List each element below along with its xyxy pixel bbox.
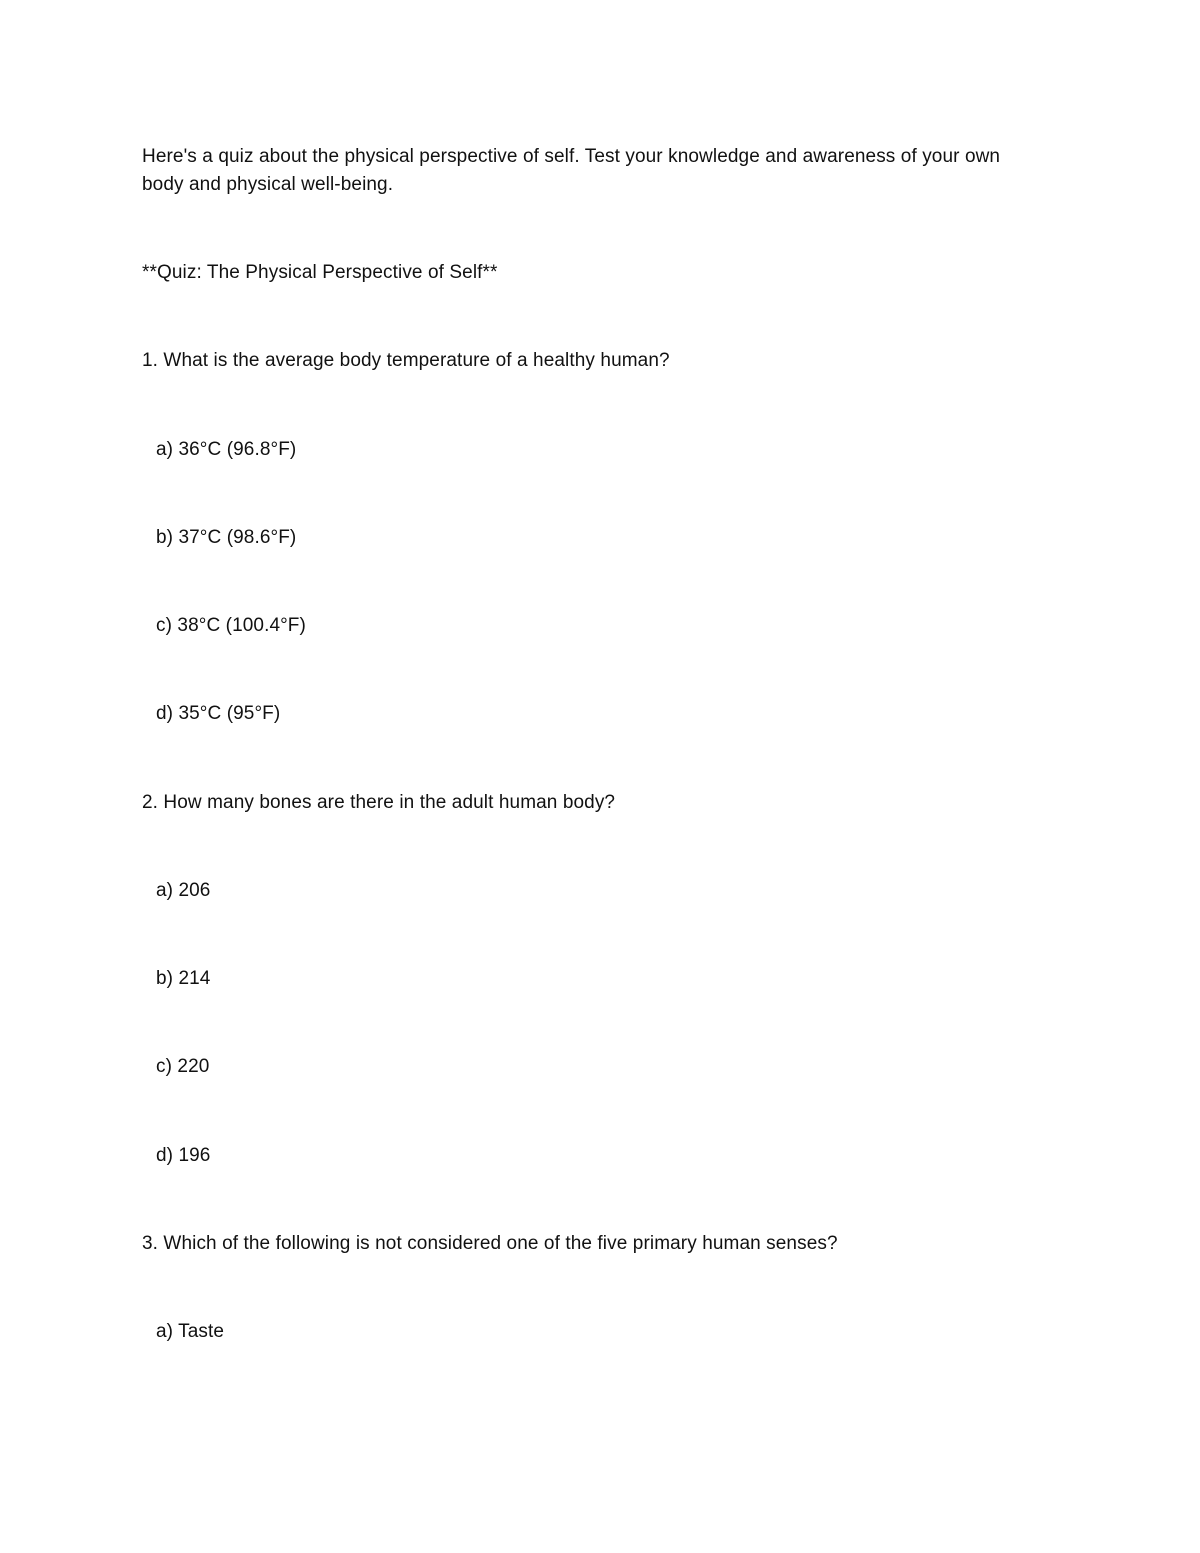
question-1: 1. What is the average body temperature of a healthy human? bbox=[142, 350, 670, 371]
question-1-option-d: d) 35°C (95°F) bbox=[156, 703, 281, 724]
question-2-option-d: d) 196 bbox=[156, 1145, 211, 1166]
question-1-option-b: b) 37°C (98.6°F) bbox=[156, 527, 297, 548]
question-3-option-a: a) Taste bbox=[156, 1321, 225, 1342]
question-1-option-c: c) 38°C (100.4°F) bbox=[156, 615, 306, 636]
question-2-option-b: b) 214 bbox=[156, 968, 211, 989]
question-2: 2. How many bones are there in the adult human body? bbox=[142, 792, 616, 813]
quiz-title: **Quiz: The Physical Perspective of Self** bbox=[142, 262, 498, 283]
intro-line-1: Here's a quiz about the physical perspective of self. Test your knowledge and awareness of your own bbox=[142, 146, 1001, 167]
question-2-option-a: a) 206 bbox=[156, 880, 211, 901]
question-1-option-a: a) 36°C (96.8°F) bbox=[156, 439, 297, 460]
question-2-option-c: c) 220 bbox=[156, 1056, 210, 1077]
intro-line-2: body and physical well-being. bbox=[142, 174, 394, 195]
question-3: 3. Which of the following is not considered one of the five primary human senses? bbox=[142, 1233, 838, 1254]
